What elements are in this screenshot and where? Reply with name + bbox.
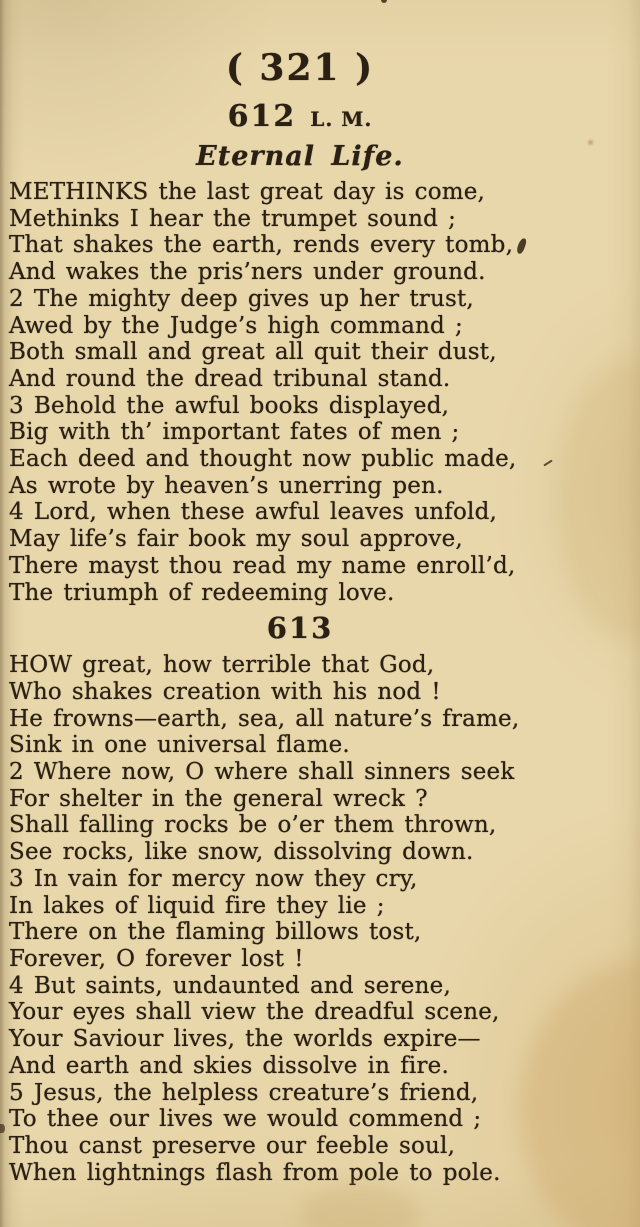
verse-line: 5 Jesus, the helpless creature’s friend, — [9, 1079, 479, 1106]
verse-line: For shelter in the general wreck ? — [9, 785, 428, 812]
verse-line: HOW great, how terrible that God, — [9, 652, 435, 679]
verse-line: Both small and great all quit their dust, — [9, 339, 497, 366]
verse-line: Sink in one universal flame. — [9, 732, 350, 759]
verse-line: And round the dread tribunal stand. — [9, 365, 451, 392]
verse-line: In lakes of liquid fire they lie ; — [9, 892, 385, 919]
hymn-612-text — [0, 179, 640, 606]
verse-line: There mayst thou read my name enroll’d, — [9, 552, 516, 579]
verse-line: That shakes the earth, rends every tomb, — [9, 232, 514, 259]
verse-line: As wrote by heaven’s unerring pen. — [9, 472, 444, 499]
hymn-613-number: 613 — [266, 611, 334, 646]
hymn-613-text — [0, 652, 640, 1186]
verse-line: 2 Where now, O where shall sinners seek — [9, 759, 515, 786]
verse-line: When lightnings flash from pole to pole. — [9, 1159, 501, 1186]
verse-line: Each deed and thought now public made, — [9, 446, 517, 473]
verse-line: The triumph of redeeming love. — [9, 579, 395, 606]
verse-line: And earth and skies dissolve in fire. — [9, 1052, 449, 1079]
verse-line: 4 Lord, when these awful leaves unfold, — [9, 499, 497, 526]
verse-line: And wakes the pris’ners under ground. — [9, 259, 486, 286]
verse-line: Thou canst preserve our feeble soul, — [9, 1132, 456, 1159]
verse-line: 2 The mighty deep gives up her trust, — [9, 285, 474, 312]
verse-line: Awed by the Judge’s high command ; — [9, 312, 463, 339]
hymn-612-title: Eternal Life. — [196, 141, 404, 172]
paper-stain — [300, 1185, 420, 1227]
verse-line: There on the flaming billows tost, — [9, 919, 422, 946]
hymn-612-header — [0, 100, 600, 138]
verse-line: 3 In vain for mercy now they cry, — [9, 865, 418, 892]
hymn-612-number: 612 — [227, 99, 297, 134]
verse-line: Shall falling rocks be o’er them thrown, — [9, 812, 497, 839]
hymn-612-meter: L. M. — [310, 107, 373, 131]
verse-line: 3 Behold the awful books displayed, — [9, 392, 450, 419]
verse-line: METHINKS the last great day is come, — [9, 179, 486, 205]
verse-line: Big with th’ important fates of men ; — [9, 419, 460, 446]
verse-line: See rocks, like snow, dissolving down. — [9, 839, 474, 866]
verse-line: He frowns—earth, sea, all nature’s frame, — [9, 705, 520, 732]
verse-line: Who shakes creation with his nod ! — [9, 678, 441, 705]
verse-line: May life’s fair book my soul approve, — [9, 526, 463, 553]
verse-line: To thee our lives we would commend ; — [9, 1106, 482, 1133]
verse-line: Your Saviour lives, the worlds expire— — [9, 1026, 481, 1053]
verse-line: Your eyes shall view the dreadful scene, — [9, 999, 500, 1026]
verse-line: Forever, O forever lost ! — [9, 945, 304, 972]
verse-line: Methinks I hear the trumpet sound ; — [9, 205, 457, 232]
verse-line: 4 But saints, undaunted and serene, — [9, 972, 451, 999]
page-number: ( 321 ) — [225, 47, 375, 89]
